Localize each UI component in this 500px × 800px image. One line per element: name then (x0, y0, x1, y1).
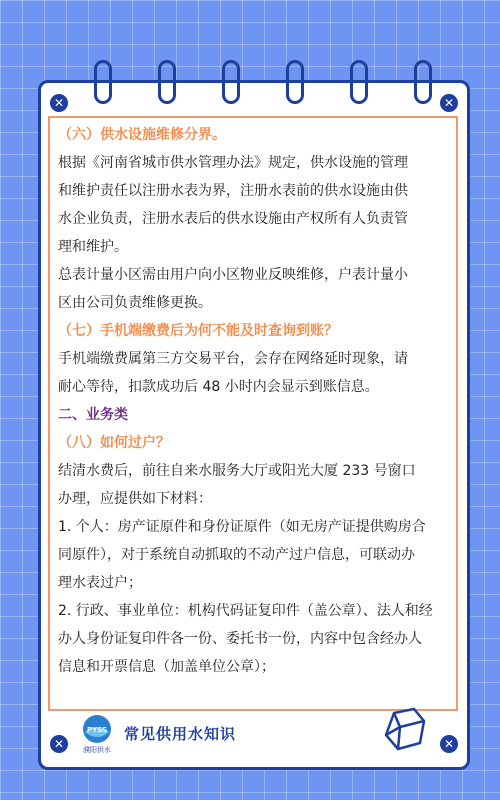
paragraph-line: 理水表过户； (58, 575, 142, 591)
section-heading: （六）供水设施维修分界。 (58, 127, 226, 143)
paragraph-line: 区由公司负责维修更换。 (58, 295, 212, 311)
close-icon: ✕ (440, 94, 458, 112)
company-logo (76, 712, 118, 756)
paragraph-line: 和维护责任以注册水表为界，注册水表前的供水设施由供 (58, 183, 408, 199)
article-content (48, 116, 458, 711)
cube-icon (380, 705, 428, 757)
paragraph-line: 2. 行政、事业单位：机构代码证复印件（盖公章）、法人和经 (58, 603, 433, 619)
binder-ring (94, 60, 112, 104)
binder-ring (158, 60, 176, 104)
paragraph-line: 水企业负责，注册水表后的供水设施由产权所有人负责管 (58, 211, 408, 227)
logo-text: PYSS (87, 726, 107, 734)
paragraph-line: 理和维护。 (58, 239, 128, 255)
binder-ring (414, 60, 432, 104)
category-heading: 二、业务类 (58, 407, 128, 423)
binder-ring (350, 60, 368, 104)
footer-title: 常见供用水知识 (124, 725, 237, 743)
paragraph-line: 1. 个人：房产证原件和身份证原件（如无房产证提供购房合 (58, 519, 426, 535)
section-heading: （七）手机端缴费后为何不能及时查询到账？ (58, 323, 338, 339)
close-icon: ✕ (50, 735, 68, 753)
paragraph-line: 总表计量小区需由用户向小区物业反映维修，户表计量小 (58, 267, 408, 283)
paragraph-line: 办人身份证复印件各一份、委托书一份，内容中包含经办人 (58, 631, 422, 647)
paragraph-line: 手机端缴费属第三方交易平台，会存在网络延时现象，请 (58, 351, 408, 367)
close-icon: ✕ (50, 94, 68, 112)
logo-caption: 濮阳供水 (83, 746, 111, 754)
paragraph-line: 办理，应提供如下材料： (58, 491, 212, 507)
close-icon: ✕ (440, 735, 458, 753)
paragraph-line: 结清水费后，前往自来水服务大厅或阳光大厦 233 号窗口 (58, 463, 416, 479)
paragraph-line: 耐心等待，扣款成功后 48 小时内会显示到账信息。 (58, 379, 379, 395)
binder-ring (286, 60, 304, 104)
paragraph-line: 信息和开票信息（加盖单位公章）； (58, 659, 275, 675)
binder-ring (222, 60, 240, 104)
paragraph-line: 根据《河南省城市供水管理办法》规定，供水设施的管理 (58, 155, 408, 171)
paragraph-line: 同原件），对于系统自动抓取的不动产过户信息，可联动办 (58, 547, 415, 563)
section-heading: （八）如何过户？ (58, 435, 170, 451)
